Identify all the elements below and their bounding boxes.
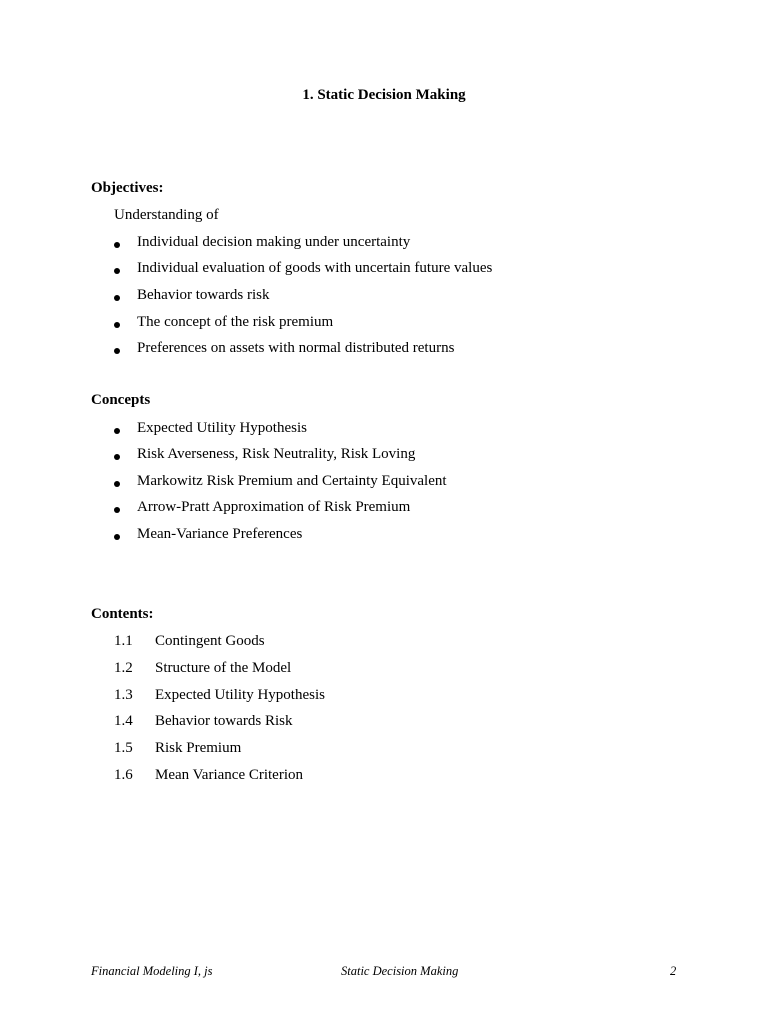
toc-item-label: Risk Premium: [155, 740, 242, 756]
bullet-icon: [114, 242, 120, 248]
page-title: 1. Static Decision Making: [302, 87, 466, 103]
objectives-item-text: Individual decision making under uncertainty: [137, 234, 411, 250]
objectives-item-text: Individual evaluation of goods with uncertain future values: [137, 260, 493, 276]
footer-page-number: 2: [670, 964, 677, 978]
toc-item-number: 1.3: [114, 687, 133, 703]
toc-item-number: 1.4: [114, 713, 133, 729]
contents-heading: Contents:: [91, 606, 154, 622]
bullet-icon: [114, 507, 120, 513]
concepts-item-text: Expected Utility Hypothesis: [137, 420, 307, 436]
bullet-icon: [114, 295, 120, 301]
footer-left-text: Financial Modeling I, js: [91, 964, 213, 978]
footer-center-text: Static Decision Making: [341, 964, 459, 978]
toc-item-number: 1.2: [114, 660, 133, 676]
bullet-icon: [114, 348, 120, 354]
toc-item-number: 1.5: [114, 740, 133, 756]
bullet-icon: [114, 322, 120, 328]
toc-item-label: Mean Variance Criterion: [155, 767, 304, 783]
objectives-item-text: The concept of the risk premium: [137, 314, 334, 330]
toc-item-number: 1.6: [114, 767, 133, 783]
objectives-heading: Objectives:: [91, 180, 164, 196]
toc-item-label: Expected Utility Hypothesis: [155, 687, 325, 703]
bullet-icon: [114, 268, 120, 274]
bullet-icon: [114, 481, 120, 487]
toc-item-number: 1.1: [114, 633, 133, 649]
bullet-icon: [114, 428, 120, 434]
concepts-item-text: Markowitz Risk Premium and Certainty Equivalent: [137, 473, 447, 489]
concepts-item-text: Arrow-Pratt Approximation of Risk Premium: [137, 499, 411, 515]
objectives-item-text: Preferences on assets with normal distributed returns: [137, 340, 455, 356]
concepts-item-text: Risk Averseness, Risk Neutrality, Risk Loving: [137, 446, 416, 462]
objectives-item-text: Behavior towards risk: [137, 287, 270, 303]
toc-item-label: Structure of the Model: [155, 660, 292, 676]
bullet-icon: [114, 454, 120, 460]
concepts-heading: Concepts: [91, 392, 151, 408]
objectives-intro: Understanding of: [114, 207, 219, 223]
bullet-icon: [114, 534, 120, 540]
toc-item-label: Contingent Goods: [155, 633, 265, 649]
toc-item-label: Behavior towards Risk: [155, 713, 293, 729]
concepts-item-text: Mean-Variance Preferences: [137, 526, 303, 542]
